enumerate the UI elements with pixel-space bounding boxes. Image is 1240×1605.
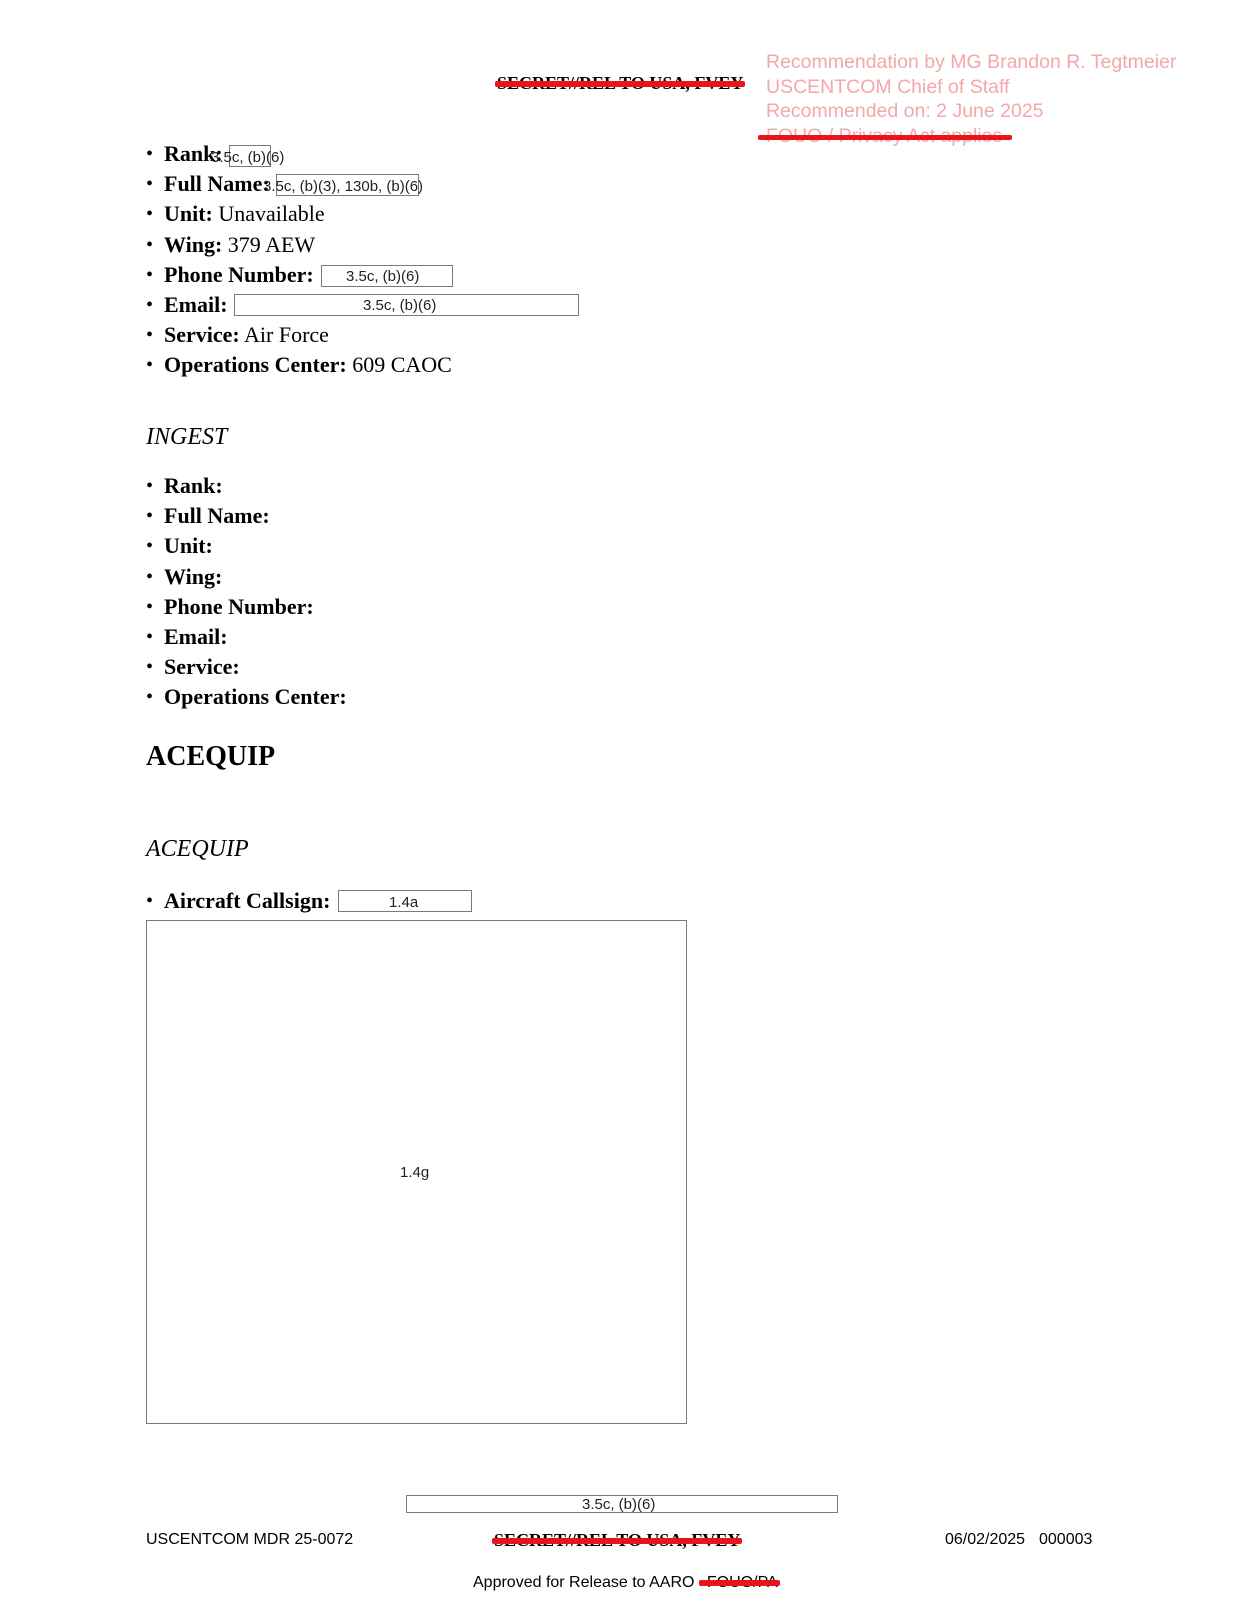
ingest-wing: • Wing: xyxy=(146,562,347,592)
footer-classification xyxy=(494,1530,740,1551)
field-wing: • Wing: 379 AEW xyxy=(146,230,452,260)
ingest-phone: • Phone Number: xyxy=(146,592,347,622)
recommendation-stamp xyxy=(766,50,1176,148)
rank-redaction-code: 3.5c, (b)(6) xyxy=(211,149,285,166)
release-text: Approved for Release to AARO xyxy=(473,1574,695,1591)
stamp-line-date: Recommended on: 2 June 2025 xyxy=(766,100,1044,122)
ingest-operations-center: • Operations Center: xyxy=(146,682,347,712)
ingest-service: • Service: xyxy=(146,652,347,682)
ingest-rank: • Rank: xyxy=(146,471,347,501)
wing-value: 379 AEW xyxy=(227,231,316,257)
unit-value: Unavailable xyxy=(218,201,325,227)
callsign-redaction-code: 1.4a xyxy=(389,894,419,911)
field-email: • Email: xyxy=(146,290,452,320)
image-redaction-code: 1.4g xyxy=(400,1164,430,1181)
field-rank: • Rank: xyxy=(146,139,452,169)
ingest-full-name: • Full Name: xyxy=(146,501,347,531)
footer-date: 06/02/2025 xyxy=(945,1531,1026,1548)
field-service: • Service: Air Force xyxy=(146,320,452,350)
ingest-fields xyxy=(146,471,347,713)
service-value: Air Force xyxy=(244,322,329,348)
field-aircraft-callsign: • Aircraft Callsign: xyxy=(146,886,330,916)
footer-page-number: 000003 xyxy=(1039,1531,1093,1548)
ingest-unit: • Unit: xyxy=(146,531,347,561)
stamp-line-marking xyxy=(766,124,1002,149)
ops-value: 609 CAOC xyxy=(352,352,452,378)
footer-redaction-code: 3.5c, (b)(6) xyxy=(582,1496,656,1513)
header-classification xyxy=(497,73,743,94)
stamp-line-title: USCENTCOM Chief of Staff xyxy=(766,75,1010,98)
stamp-line-recommender: Recommendation by MG Brandon R. Tegtmeier xyxy=(766,51,1177,73)
field-unit: • Unit: Unavailable xyxy=(146,199,452,229)
acequip-heading: ACEQUIP xyxy=(146,741,276,772)
footer-doc-id: USCENTCOM MDR 25-0072 xyxy=(146,1531,354,1548)
ingest-email: • Email: xyxy=(146,622,347,652)
ingest-title: INGEST xyxy=(146,424,228,450)
release-marking-strikeout xyxy=(699,1580,780,1586)
field-operations-center: • Operations Center: 609 CAOC xyxy=(146,350,452,380)
fullname-redaction-code: 3.5c, (b)(3), 130b, (b)(6) xyxy=(263,178,424,195)
stamp-marking-strikeout xyxy=(758,135,1012,140)
field-phone: • Phone Number: xyxy=(146,260,452,290)
footer-release xyxy=(473,1574,778,1592)
classification-strikeout xyxy=(495,81,745,87)
release-marking xyxy=(707,1574,778,1592)
email-redaction-code: 3.5c, (b)(6) xyxy=(363,297,437,314)
field-full-name: • Full Name: xyxy=(146,169,452,199)
phone-redaction-code: 3.5c, (b)(6) xyxy=(346,268,420,285)
acequip-subtitle: ACEQUIP xyxy=(146,836,249,862)
acequip-fields xyxy=(146,886,330,916)
footer-classification-strikeout xyxy=(492,1538,742,1544)
